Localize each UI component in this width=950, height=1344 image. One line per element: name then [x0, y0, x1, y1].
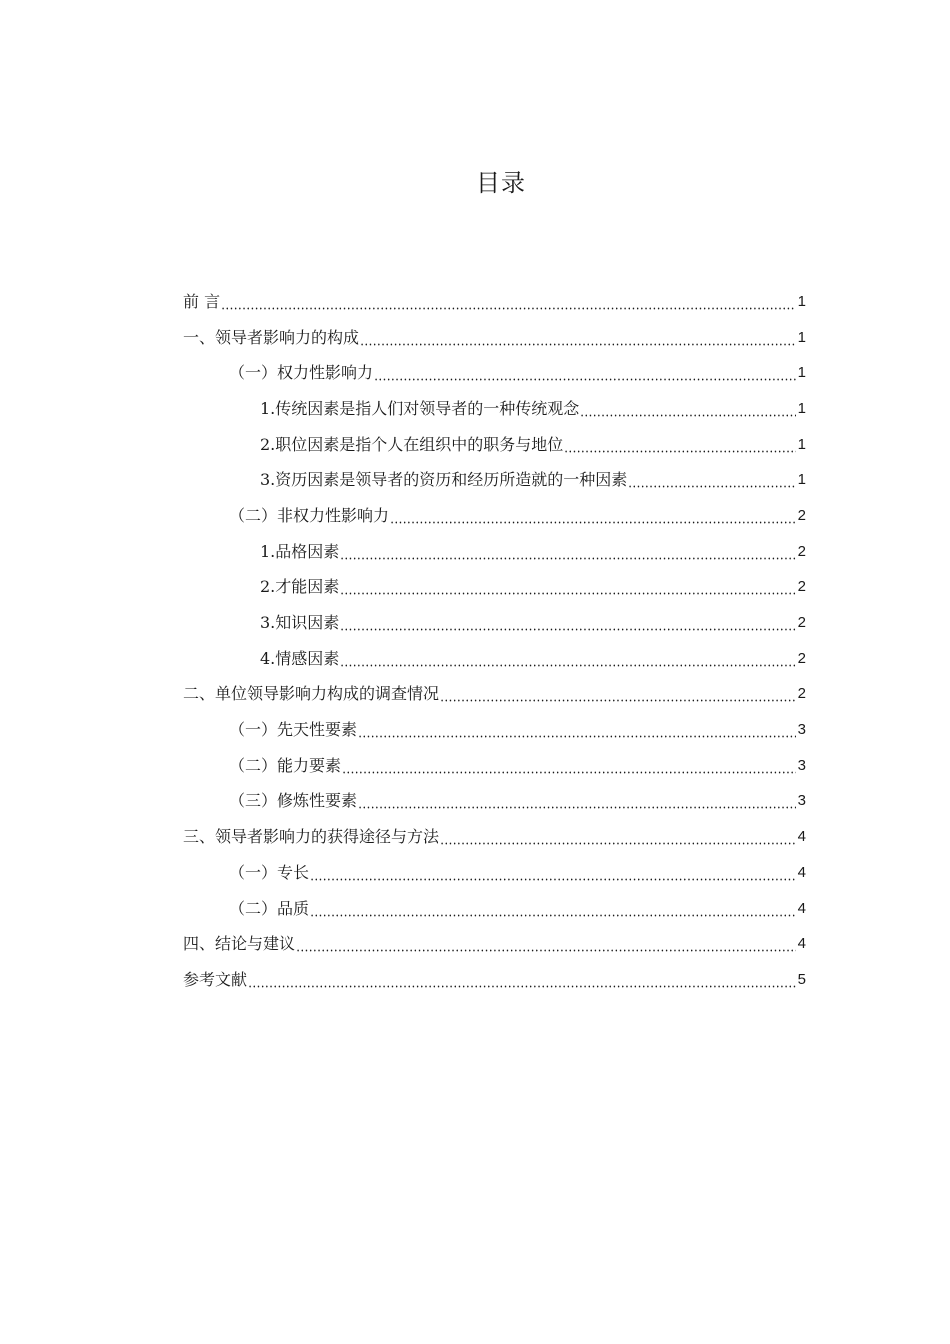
toc-entry-section-3-2[interactable]: [183, 891, 806, 927]
toc-dot-leader: [310, 899, 796, 919]
toc-dot-leader: [310, 863, 796, 883]
toc-entry-section-1-2-4[interactable]: [183, 641, 806, 677]
toc-entry-section-2-1[interactable]: [183, 712, 806, 748]
toc-page-number: 1: [797, 435, 806, 453]
toc-entry-section-1-1-2[interactable]: [183, 427, 806, 463]
toc-entry-section-1-2-1[interactable]: [183, 534, 806, 570]
toc-page-number: 1: [797, 328, 806, 346]
toc-entry-label: 2.才能因素: [260, 577, 340, 597]
toc-entry-section-1-1-1[interactable]: [183, 391, 806, 427]
toc-dot-leader: [390, 506, 796, 526]
toc-dot-leader: [440, 827, 796, 847]
toc-entry-label: （二）非权力性影响力: [229, 505, 390, 525]
toc-page-number: 4: [797, 935, 806, 953]
toc-entry-section-3[interactable]: [183, 819, 806, 855]
toc-entry-section-1-2[interactable]: [183, 498, 806, 534]
toc-page-number: 3: [797, 756, 806, 774]
toc-dot-leader: [358, 791, 796, 811]
toc-entry-section-1[interactable]: [183, 320, 806, 356]
toc-page-number: 1: [797, 399, 806, 417]
toc-dot-leader: [440, 684, 796, 704]
toc-page-number: 3: [797, 792, 806, 810]
toc-page-number: 1: [797, 292, 806, 310]
toc-page-number: 2: [797, 542, 806, 560]
toc-dot-leader: [342, 756, 796, 776]
toc-page-number: 2: [797, 685, 806, 703]
toc-entry-preface[interactable]: [183, 284, 806, 320]
toc-entry-label: （三）修炼性要素: [229, 791, 358, 811]
toc-dot-leader: [580, 399, 795, 419]
toc-dot-leader: [340, 577, 795, 597]
toc-entry-label: （二）能力要素: [229, 755, 342, 775]
toc-entry-label: 三、领导者影响力的获得途径与方法: [183, 827, 440, 847]
toc-dot-leader: [358, 720, 796, 740]
toc-entry-references[interactable]: [183, 962, 806, 998]
toc-page-number: 2: [797, 506, 806, 524]
toc-entry-label: 前 言: [183, 291, 221, 311]
toc-page-number: 2: [797, 578, 806, 596]
toc-entry-label: 1.传统因素是指人们对领导者的一种传统观念: [260, 398, 580, 418]
toc-entry-section-1-1-3[interactable]: [183, 462, 806, 498]
toc-entry-label: （二）品质: [229, 898, 310, 918]
toc-page-number: 2: [797, 614, 806, 632]
toc-entry-label: 3.知识因素: [260, 613, 340, 633]
toc-entry-label: 3.资历因素是领导者的资历和经历所造就的一种因素: [260, 470, 628, 490]
toc-entry-label: （一）先天性要素: [229, 720, 358, 740]
toc-entry-label: 四、结论与建议: [183, 934, 296, 954]
toc-entry-label: 参考文献: [183, 969, 248, 989]
toc-dot-leader: [221, 292, 796, 312]
toc-entry-label: （一）权力性影响力: [229, 363, 374, 383]
toc-dot-leader: [374, 363, 796, 383]
toc-page-number: 1: [797, 364, 806, 382]
toc-entry-label: 2.职位因素是指个人在组织中的职务与地位: [260, 434, 564, 454]
toc-entry-section-1-2-2[interactable]: [183, 570, 806, 606]
toc-entry-section-1-1[interactable]: [183, 355, 806, 391]
toc-page-number: 3: [797, 721, 806, 739]
toc-dot-leader: [360, 328, 796, 348]
toc-entry-label: （一）专长: [229, 862, 310, 882]
toc-dot-leader: [248, 970, 796, 990]
toc-entry-section-1-2-3[interactable]: [183, 605, 806, 641]
toc-entry-label: 二、单位领导影响力构成的调查情况: [183, 684, 440, 704]
toc-page-number: 1: [797, 471, 806, 489]
toc-dot-leader: [340, 613, 795, 633]
toc-entry-section-4[interactable]: [183, 926, 806, 962]
toc-dot-leader: [564, 435, 795, 455]
toc-entry-section-2-3[interactable]: [183, 784, 806, 820]
toc-entry-section-2[interactable]: [183, 677, 806, 713]
toc-entry-label: 1.品格因素: [260, 541, 340, 561]
toc-entry-label: 4.情感因素: [260, 648, 340, 668]
toc-page-number: 5: [797, 970, 806, 988]
page-title: 目录: [476, 169, 526, 197]
table-of-contents: [183, 284, 806, 998]
toc-entry-label: 一、领导者影响力的构成: [183, 327, 360, 347]
toc-dot-leader: [628, 470, 795, 490]
toc-page-number: 4: [797, 863, 806, 881]
toc-dot-leader: [340, 542, 795, 562]
toc-dot-leader: [340, 649, 795, 669]
toc-page-number: 4: [797, 899, 806, 917]
toc-page-number: 4: [797, 828, 806, 846]
toc-dot-leader: [296, 934, 796, 954]
toc-entry-section-3-1[interactable]: [183, 855, 806, 891]
toc-page-number: 2: [797, 649, 806, 667]
toc-entry-section-2-2[interactable]: [183, 748, 806, 784]
